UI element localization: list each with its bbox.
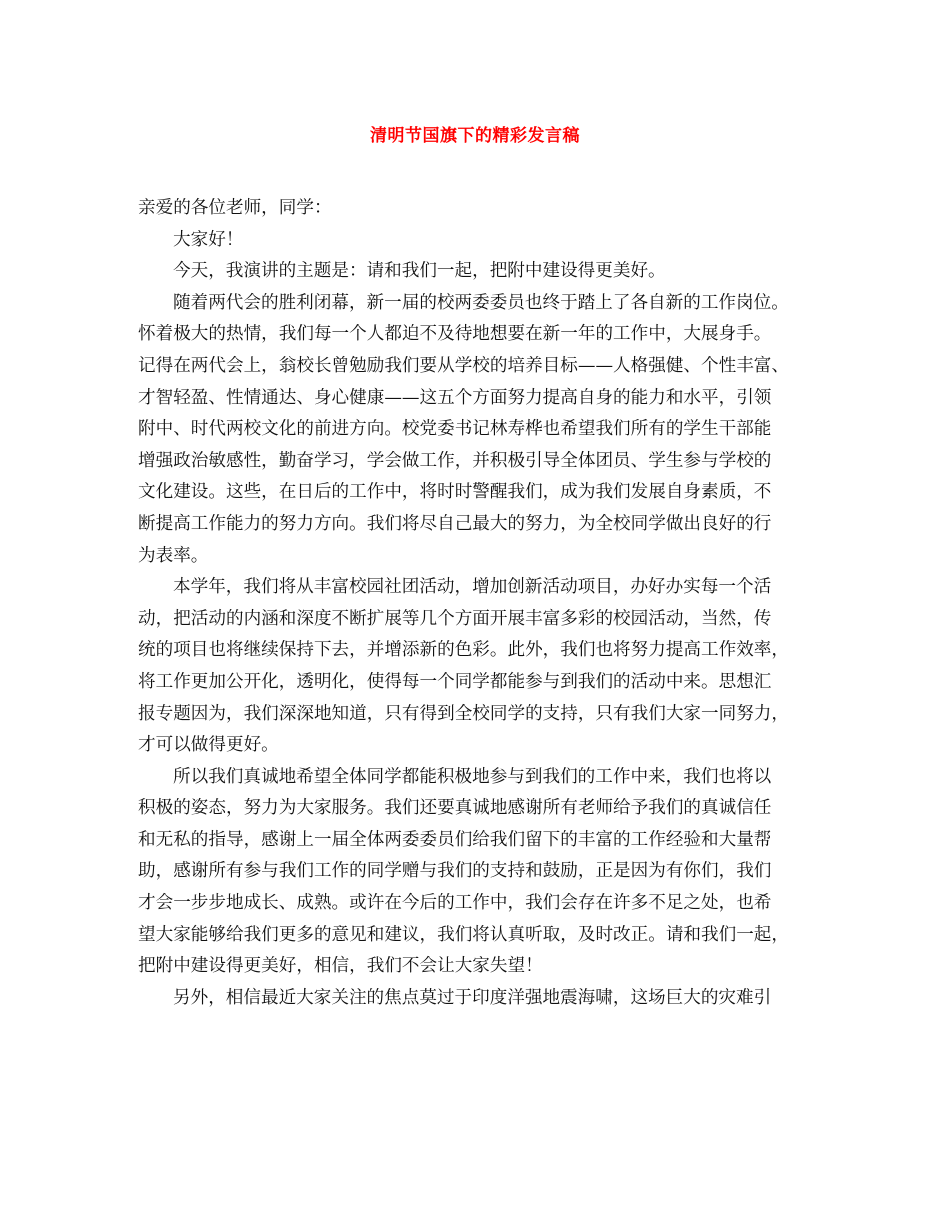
paragraph-line: 将工作更加公开化，透明化，使得每一个同学都能参与到我们的活动中来。思想汇	[138, 671, 772, 692]
paragraph-line: 和无私的指导，感谢上一届全体两委委员们给我们留下的丰富的工作经验和大量帮	[138, 829, 772, 850]
paragraph-line: 断提高工作能力的努力方向。我们将尽自己最大的努力，为全校同学做出良好的行	[138, 513, 772, 534]
paragraph-line: 附中、时代两校文化的前进方向。校党委书记林寿桦也希望我们所有的学生干部能	[138, 419, 772, 440]
document-body	[138, 193, 818, 1014]
paragraph-line: 统的项目也将继续保持下去，并增添新的色彩。此外，我们也将努力提高工作效率，	[138, 640, 789, 661]
paragraph-line: 积极的姿态，努力为大家服务。我们还要真诚地感谢所有老师给予我们的真诚信任	[138, 798, 772, 819]
paragraph-line: 随着两代会的胜利闭幕，新一届的校两委委员也终于踏上了各自新的工作岗位。	[173, 292, 789, 313]
document-title: 清明节国旗下的精彩发言稿	[370, 126, 580, 146]
paragraph-line: 为表率。	[138, 545, 209, 566]
paragraph-line: 才可以做得更好。	[138, 735, 279, 756]
paragraph-line: 文化建设。这些，在日后的工作中，将时时警醒我们，成为我们发展自身素质，不	[138, 482, 772, 503]
paragraph-line: 另外，相信最近大家关注的焦点莫过于印度洋强地震海啸，这场巨大的灾难引	[173, 987, 772, 1008]
paragraph-line: 才会一步步地成长、成熟。或许在今后的工作中，我们会存在许多不足之处，也希	[138, 893, 772, 914]
paragraph-line: 怀着极大的热情，我们每一个人都迫不及待地想要在新一年的工作中，大展身手。	[138, 324, 772, 345]
paragraph-line: 才智轻盈、性情通达、身心健康——这五个方面努力提高自身的能力和水平，引领	[138, 387, 772, 408]
paragraph-line: 报专题因为，我们深深地知道，只有得到全校同学的支持，只有我们大家一同努力，	[138, 703, 789, 724]
paragraph-line: 今天，我演讲的主题是：请和我们一起，把附中建设得更美好。	[173, 261, 666, 282]
paragraph-line: 助，感谢所有参与我们工作的同学赠与我们的支持和鼓励，正是因为有你们，我们	[138, 861, 772, 882]
salutation-line: 亲爱的各位老师，同学：	[138, 198, 332, 218]
paragraph-line: 动，把活动的内涵和深度不断扩展等几个方面开展丰富多彩的校园活动，当然，传	[138, 608, 772, 629]
greeting-line: 大家好！	[173, 229, 244, 250]
paragraph-line: 望大家能够给我们更多的意见和建议，我们将认真听取，及时改正。请和我们一起，	[138, 924, 789, 945]
paragraph-line: 记得在两代会上，翁校长曾勉励我们要从学校的培养目标——人格强健、个性丰富、	[138, 355, 789, 376]
paragraph-line: 把附中建设得更美好，相信，我们不会让大家失望！	[138, 956, 543, 977]
paragraph-line: 增强政治敏感性，勤奋学习，学会做工作，并积极引导全体团员、学生参与学校的	[138, 450, 772, 471]
paragraph-line: 本学年，我们将从丰富校园社团活动，增加创新活动项目，办好办实每一个活	[173, 577, 772, 598]
paragraph-line: 所以我们真诚地希望全体同学都能积极地参与到我们的工作中来，我们也将以	[173, 766, 772, 787]
